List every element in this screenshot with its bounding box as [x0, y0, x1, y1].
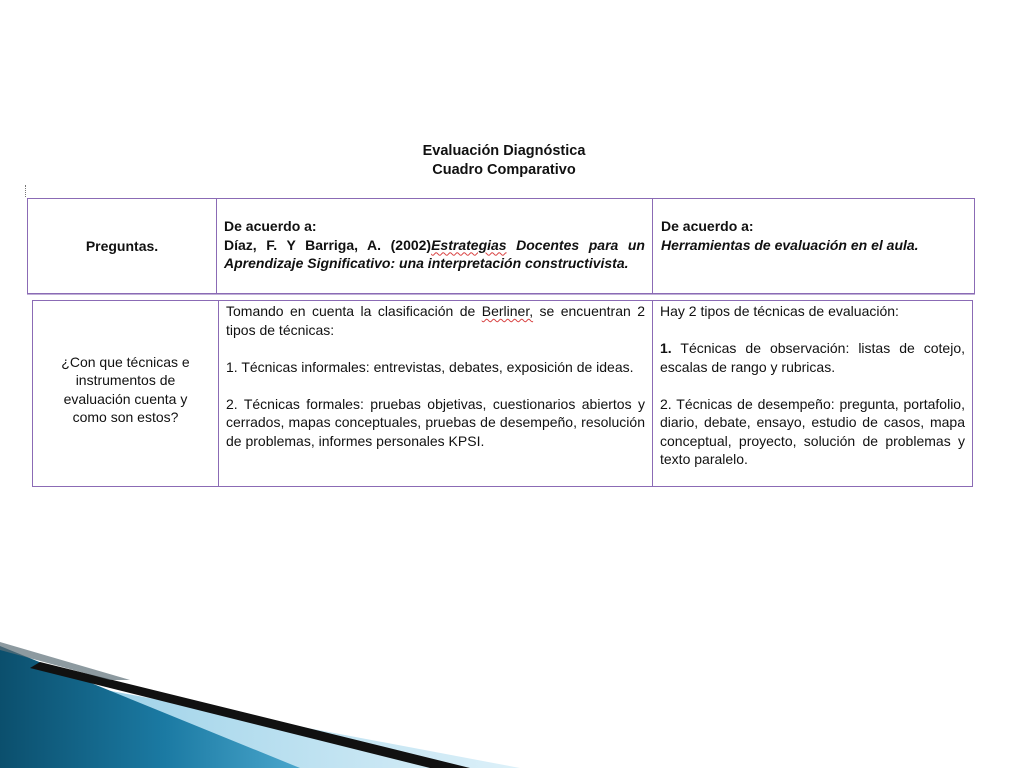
answer-2-item-2: 2. Técnicas de desempeño: pregunta, portafolio, diario, debate, ensayo, estudio de casos, mapa conceptual, proyecto, solución de problemas y texto paralelo. [660, 395, 965, 467]
answer-1-intro-text: Tomando en cuenta la clasificación de [226, 303, 482, 319]
header-cell-source-2 [652, 199, 974, 293]
header-source-2-lead: De acuerdo a: [661, 218, 754, 234]
header-source-1-citation [224, 236, 645, 273]
margin-marker [25, 185, 28, 197]
citation-title-rest: Docentes para un Aprendizaje Significativo: una interpretación constructivista. [224, 236, 645, 271]
question-text: ¿Con que técnicas e instrumentos de evaluación cuenta y como son estos? [61, 353, 190, 425]
header-source-2-citation: Herramientas de evaluación en el aula. [661, 236, 919, 253]
header-cell-questions [28, 199, 216, 293]
answer-1-item-2: 2. Técnicas formales: pruebas objetivas, cuestionarios abiertos y cerrados, mapas conceptuales, pruebas de desempeño, resolución de problemas, informes personales KPSI. [226, 395, 645, 449]
document-title [0, 142, 1008, 180]
citation-title-word: Estrategias [431, 236, 507, 253]
header-source-1-lead: De acuerdo a: [224, 218, 317, 234]
answer-cell-source-1 [218, 301, 652, 486]
answer-2-item-1-text: Técnicas de observación: listas de cotejo, escalas de rango y rubricas. [660, 340, 965, 375]
answer-1-intro-name: Berliner, [481, 303, 534, 319]
answer-1-intro [226, 302, 645, 339]
question-cell [33, 301, 218, 486]
header-divider [27, 293, 975, 295]
slide-corner-decoration [0, 640, 1024, 768]
answer-2-item-1-number: 1. [660, 340, 672, 356]
table-header-row [27, 198, 975, 294]
header-cell-source-1 [216, 199, 652, 293]
answer-cell-source-2 [652, 301, 972, 486]
title-line-2: Cuadro Comparativo [432, 162, 576, 178]
answer-2-item-1 [660, 339, 965, 376]
answer-2-intro: Hay 2 tipos de técnicas de evaluación: [660, 303, 899, 319]
header-questions-label: Preguntas. [85, 237, 159, 254]
citation-author: Díaz, F. Y Barriga, A. (2002) [224, 236, 432, 253]
answer-1-item-1: 1. Técnicas informales: entrevistas, debates, exposición de ideas. [226, 358, 634, 375]
title-line-1: Evaluación Diagnóstica [422, 143, 586, 159]
answer-1-intro-tail: se encuentran 2 tipos de técnicas: [226, 303, 646, 338]
table-body-row [32, 300, 973, 487]
